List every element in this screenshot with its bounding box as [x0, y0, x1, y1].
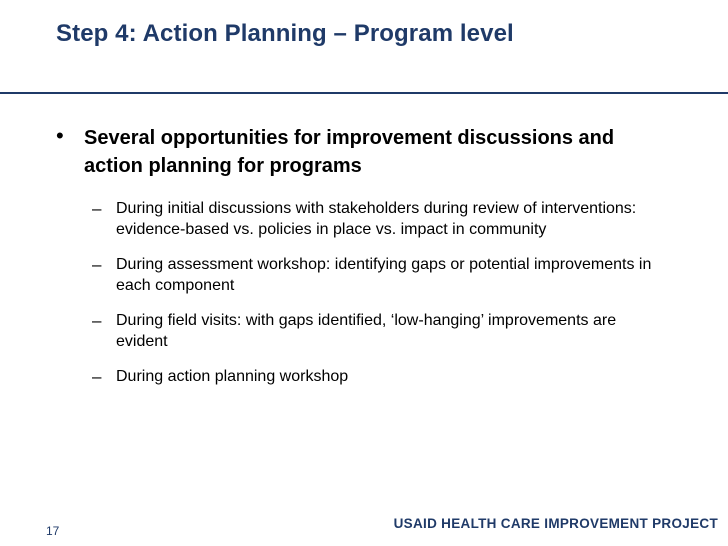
sub-bullet-text: During field visits: with gaps identified, ‘low-hanging’ improvements are evident	[116, 312, 617, 350]
sub-bullet-item	[92, 310, 652, 352]
page-number: 17	[46, 524, 60, 538]
sub-bullet-item	[92, 198, 652, 240]
sub-bullet-text: During initial discussions with stakeholders during review of interventions: evidence-based vs. policies in place vs. impact in community	[116, 200, 637, 238]
sub-bullet-item	[92, 366, 652, 387]
bullet-icon: •	[56, 123, 64, 148]
sub-bullet-text: During assessment workshop: identifying gaps or potential improvements in each component	[116, 256, 652, 294]
slide-title: Step 4: Action Planning – Program level	[56, 20, 514, 47]
sub-bullet-item	[92, 254, 652, 296]
dash-icon: –	[92, 367, 102, 386]
dash-icon: –	[92, 311, 102, 330]
sub-bullet-text: During action planning workshop	[116, 368, 349, 385]
main-bullet	[56, 124, 656, 180]
dash-icon: –	[92, 255, 102, 274]
dash-icon: –	[92, 199, 102, 218]
title-divider	[0, 92, 728, 94]
main-bullet-text: Several opportunities for improvement discussions and action planning for programs	[84, 127, 615, 177]
sub-bullet-list	[92, 198, 652, 401]
footer-brand: USAID HEALTH CARE IMPROVEMENT PROJECT	[393, 516, 718, 531]
